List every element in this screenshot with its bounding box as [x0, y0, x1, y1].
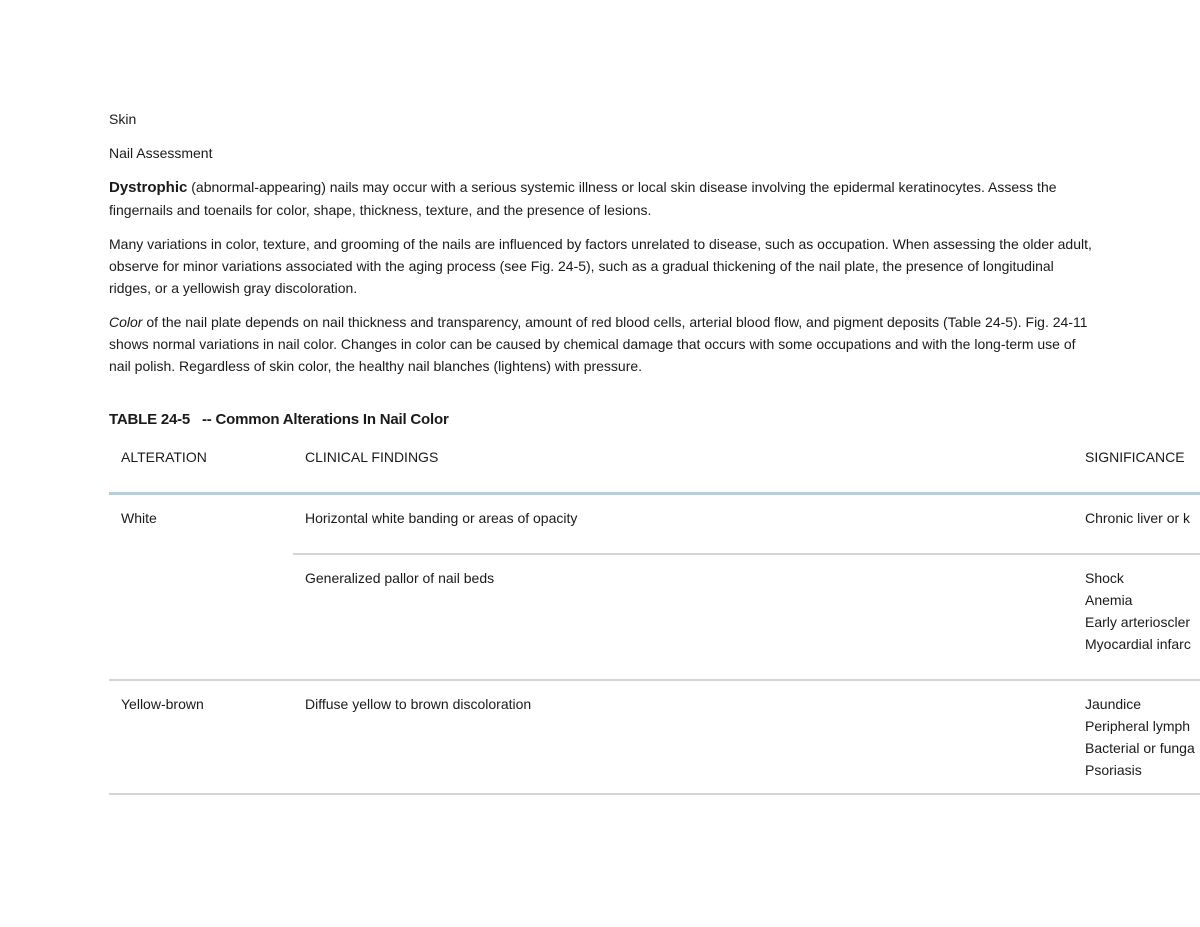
significance-item: Peripheral lymph: [1085, 718, 1191, 734]
paragraph-color: [109, 311, 1094, 377]
significance-item: Jaundice: [1085, 696, 1142, 712]
breadcrumb-nail-assessment: Nail Assessment: [109, 145, 213, 161]
term-dystrophic: Dystrophic: [109, 179, 188, 196]
document-page: [109, 108, 1200, 431]
significance-item: Bacterial or funga: [1085, 740, 1195, 756]
paragraph-dystrophic: [109, 176, 1094, 221]
cell-findings: Generalized pallor of nail beds: [293, 554, 1073, 680]
table-header-row: [109, 446, 1200, 494]
cell-findings: Diffuse yellow to brown discoloration: [293, 680, 1073, 794]
cell-significance: [1073, 494, 1200, 555]
cell-alteration: White: [109, 494, 293, 681]
significance-item: Myocardial infarc: [1085, 636, 1191, 652]
significance-item: Psoriasis: [1085, 762, 1142, 778]
significance-item: Early arterioscler: [1085, 614, 1191, 630]
cell-findings: Horizontal white banding or areas of opacity: [293, 494, 1073, 555]
paragraph-color-text: of the nail plate depends on nail thickness and transparency, amount of red blood cells, arterial blood flow, and pigment deposits (Table 24-5). Fig. 24-11 shows normal variations in nail color. Changes in color can be caused by chemical damage that occurs with some occupations and with the long-term use of nail polish. Regardless of skin color, the healthy nail blanches (lightens) with pressure.: [109, 314, 1088, 374]
header-significance: SIGNIFICANCE: [1073, 446, 1200, 494]
term-color: Color: [109, 314, 143, 330]
table-row: [109, 494, 1200, 555]
significance-item: Shock: [1085, 570, 1124, 586]
table-title: TABLE 24-5 -- Common Alterations In Nail Color: [109, 411, 449, 428]
table-row: [109, 680, 1200, 794]
nail-color-table: [109, 446, 1200, 795]
significance-item: Anemia: [1085, 592, 1133, 608]
cell-significance: [1073, 554, 1200, 680]
paragraph-dystrophic-text: (abnormal-appearing) nails may occur with a serious systemic illness or local skin disease involving the epidermal keratinocytes. Assess the fingernails and toenails for color, shape, thickness, texture, and the presence of lesions.: [109, 179, 1057, 218]
paragraph-variations: Many variations in color, texture, and grooming of the nails are influenced by factors unrelated to disease, such as occupation. When assessing the older adult, observe for minor variations associated with the aging process (see Fig. 24-5), such as a gradual thickening of the nail plate, the presence of longitudinal ridges, or a yellowish gray discoloration.: [109, 236, 1092, 296]
cell-alteration: Yellow-brown: [109, 680, 293, 794]
significance-item: Chronic liver or k: [1085, 510, 1191, 526]
cell-significance: [1073, 680, 1200, 794]
header-alteration: ALTERATION: [109, 446, 293, 494]
breadcrumb-skin: Skin: [109, 111, 137, 127]
header-clinical-findings: CLINICAL FINDINGS: [293, 446, 1073, 494]
table-wrapper: [109, 446, 1200, 795]
